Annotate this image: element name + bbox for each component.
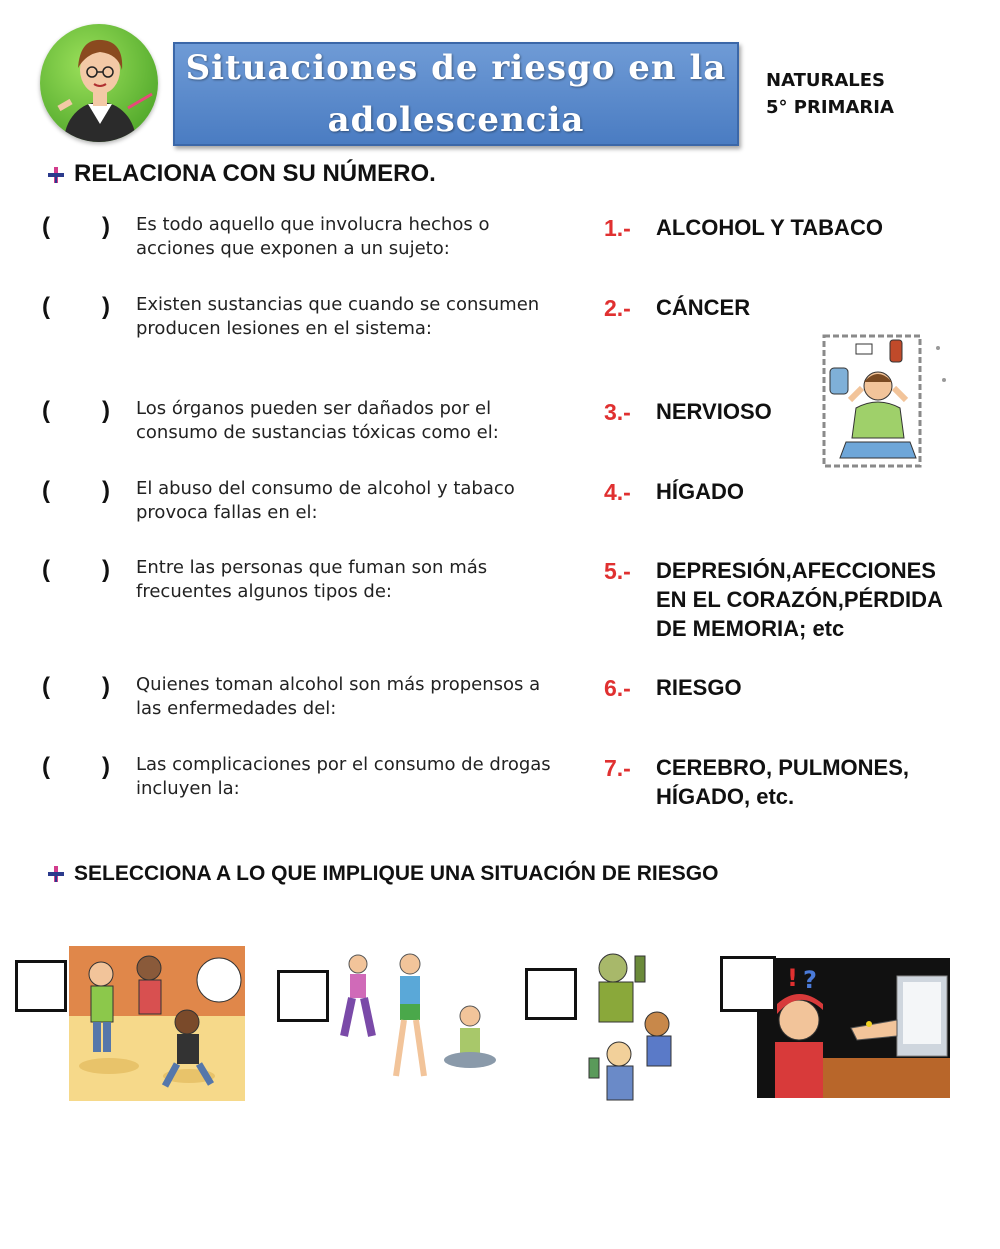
online-drugs-offer-illustration <box>757 958 950 1098</box>
answer-text-2: CÁNCER <box>656 295 751 320</box>
svg-text:!: ! <box>787 964 798 992</box>
match-row-7: ( ) Las complicaciones por el consumo de drogas incluyen la: 7.- CEREBRO, PULMONES, HÍGADO, etc. <box>42 753 962 823</box>
match-row-2: ( ) Existen sustancias que cuando se consumen producen lesiones en el sistema: 2.- CÁNCER <box>42 293 962 373</box>
answer-number-7: 7.- <box>604 755 631 781</box>
section1-heading <box>46 160 436 188</box>
match-row-4: ( ) El abuso del consumo de alcohol y tabaco provoca fallas en el: 4.- HÍGADO <box>42 477 962 537</box>
match-row-6: ( ) Quienes toman alcohol son más propensos a las enfermedades del: 6.- RIESGO <box>42 673 962 733</box>
plus-bullet-icon <box>46 864 66 884</box>
answer-number-6: 6.- <box>604 675 631 701</box>
answer-text-5: DEPRESIÓN,AFECCIONES EN EL CORAZÓN,PÉRDIDA DE MEMORIA; etc <box>656 558 943 641</box>
answer-text-6: RIESGO <box>656 675 742 700</box>
youths-exercising-illustration <box>330 946 506 1101</box>
option-checkbox-1[interactable] <box>15 960 67 1012</box>
question-text-7: Las complicaciones por el consumo de drogas incluyen la: <box>136 754 551 799</box>
answer-text-7: CEREBRO, PULMONES, HÍGADO, etc. <box>656 755 910 809</box>
answer-number-5: 5.- <box>604 558 631 584</box>
question-text-5: Entre las personas que fuman son más frecuentes algunos tipos de: <box>136 557 488 602</box>
option-checkbox-3[interactable] <box>525 968 577 1020</box>
section2-heading-text: SELECCIONA A LO QUE IMPLIQUE UNA SITUACIÓN DE RIESGO <box>74 862 719 885</box>
stressed-person-illustration <box>820 330 950 475</box>
question-text-4: El abuso del consumo de alcohol y tabaco provoca fallas en el: <box>136 478 515 523</box>
section1-heading-text: RELACIONA CON SU NÚMERO. <box>74 160 436 187</box>
question-text-2: Existen sustancias que cuando se consumen producen lesiones en el sistema: <box>136 294 540 339</box>
grade-label: 5° PRIMARIA <box>766 97 894 115</box>
teacher-avatar <box>40 24 158 142</box>
question-text-3: Los órganos pueden ser dañados por el consumo de sustancias tóxicas como el: <box>136 398 499 443</box>
youths-smoking-illustration <box>69 946 245 1101</box>
answer-number-4: 4.- <box>604 479 631 505</box>
match-row-1: ( ) Es todo aquello que involucra hechos o acciones que exponen a un sujeto: 1.- ALCOHOL Y TABACO <box>42 213 962 273</box>
youths-drinking-illustration <box>583 946 695 1116</box>
answer-text-1: ALCOHOL Y TABACO <box>656 215 883 240</box>
match-row-3: ( ) Los órganos pueden ser dañados por el consumo de sustancias tóxicas como el: 3.- NERVIOSO <box>42 397 962 457</box>
page-title: Situaciones de riesgo en la adolescencia <box>185 48 727 140</box>
svg-text:?: ? <box>803 966 817 994</box>
section2-heading <box>46 862 718 886</box>
answer-number-2: 2.- <box>604 295 631 321</box>
option-checkbox-4[interactable] <box>720 956 776 1012</box>
plus-bullet-icon <box>46 164 66 184</box>
answer-number-1: 1.- <box>604 215 631 241</box>
question-text-6: Quienes toman alcohol son más propensos a las enfermedades del: <box>136 674 541 719</box>
answer-text-3: NERVIOSO <box>656 399 772 424</box>
title-banner <box>173 42 739 146</box>
question-text-1: Es todo aquello que involucra hechos o acciones que exponen a un sujeto: <box>136 214 490 259</box>
subject-label: NATURALES <box>766 70 886 91</box>
match-row-5: ( ) Entre las personas que fuman son más frecuentes algunos tipos de: 5.- DEPRESIÓN,AFECCIONES EN EL CORAZÓN,PÉRDIDA DE MEMORIA; etc <box>42 556 962 656</box>
answer-number-3: 3.- <box>604 399 631 425</box>
answer-text-4: HÍGADO <box>656 479 744 504</box>
option-checkbox-2[interactable] <box>277 970 329 1022</box>
